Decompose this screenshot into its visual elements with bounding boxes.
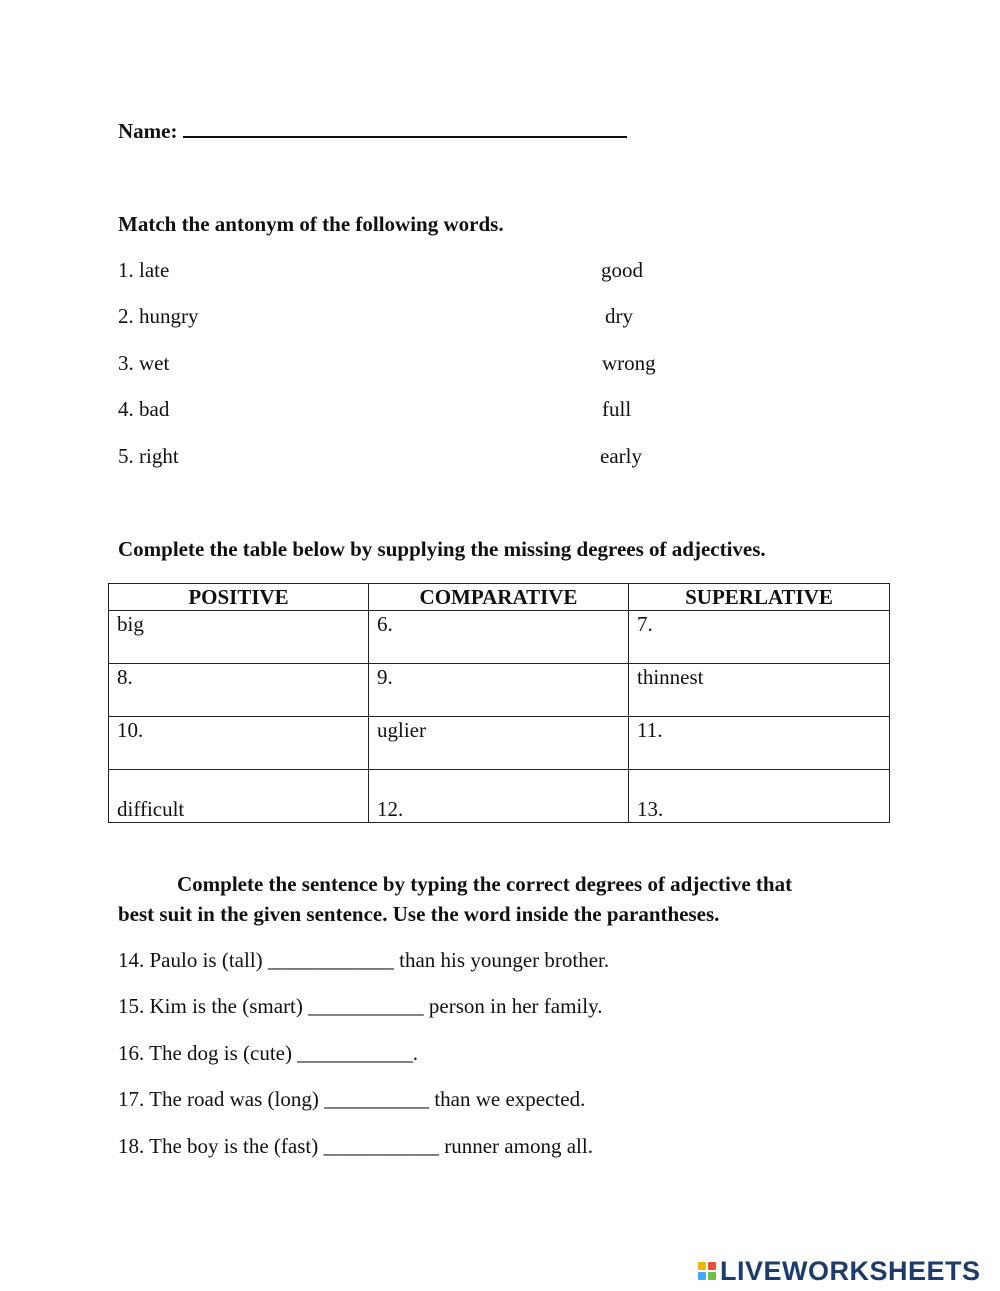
sentence-18[interactable]: 18. The boy is the (fast) ___________ runner among all. xyxy=(118,1134,593,1158)
match-right-1[interactable]: good xyxy=(601,258,643,282)
name-row xyxy=(118,118,627,144)
match-left-3: 3. wet xyxy=(118,351,170,375)
answer-cell[interactable]: 7. xyxy=(629,611,890,664)
header-positive: POSITIVE xyxy=(109,584,369,611)
table-row xyxy=(109,664,890,717)
match-right-3[interactable]: wrong xyxy=(602,351,656,375)
answer-cell[interactable]: 8. xyxy=(109,664,369,717)
answer-cell[interactable]: 10. xyxy=(109,717,369,770)
header-comparative: COMPARATIVE xyxy=(369,584,629,611)
answer-cell[interactable]: 12. xyxy=(369,770,629,823)
sentence-14[interactable]: 14. Paulo is (tall) ____________ than his younger brother. xyxy=(118,948,610,972)
answer-cell[interactable]: 11. xyxy=(629,717,890,770)
section3-title-line1: Complete the sentence by typing the correct degrees of adjective that xyxy=(177,872,793,896)
answer-cell[interactable]: 6. xyxy=(369,611,629,664)
section1-title: Match the antonym of the following words. xyxy=(118,212,504,236)
sentence-15[interactable]: 15. Kim is the (smart) ___________ person in her family. xyxy=(118,994,603,1018)
match-right-5[interactable]: early xyxy=(600,444,642,468)
answer-cell[interactable]: 9. xyxy=(369,664,629,717)
match-right-2[interactable]: dry xyxy=(605,304,633,328)
liveworksheets-logo xyxy=(698,1256,981,1286)
match-left-5: 5. right xyxy=(118,444,179,468)
name-blank[interactable] xyxy=(183,118,627,138)
section3-title-line2: best suit in the given sentence. Use the word inside the parantheses. xyxy=(118,902,720,926)
match-left-1: 1. late xyxy=(118,258,170,282)
logo-blocks-icon xyxy=(698,1262,716,1280)
answer-cell[interactable]: 13. xyxy=(629,770,890,823)
table-cell: difficult xyxy=(109,770,369,823)
sentence-16[interactable]: 16. The dog is (cute) ___________. xyxy=(118,1041,418,1065)
section2-title: Complete the table below by supplying the missing degrees of adjectives. xyxy=(118,537,766,561)
table-row xyxy=(109,717,890,770)
name-label: Name: xyxy=(118,119,178,143)
header-superlative: SUPERLATIVE xyxy=(629,584,890,611)
table-cell: uglier xyxy=(369,717,629,770)
logo-text: LIVEWORKSHEETS xyxy=(720,1255,981,1286)
table-header-row xyxy=(109,584,890,611)
degrees-table xyxy=(108,583,890,823)
table-cell: big xyxy=(109,611,369,664)
sentence-17[interactable]: 17. The road was (long) __________ than we expected. xyxy=(118,1087,586,1111)
match-right-4[interactable]: full xyxy=(602,397,632,421)
match-left-4: 4. bad xyxy=(118,397,170,421)
table-row xyxy=(109,611,890,664)
match-left-2: 2. hungry xyxy=(118,304,199,328)
table-cell: thinnest xyxy=(629,664,890,717)
table-row xyxy=(109,770,890,823)
